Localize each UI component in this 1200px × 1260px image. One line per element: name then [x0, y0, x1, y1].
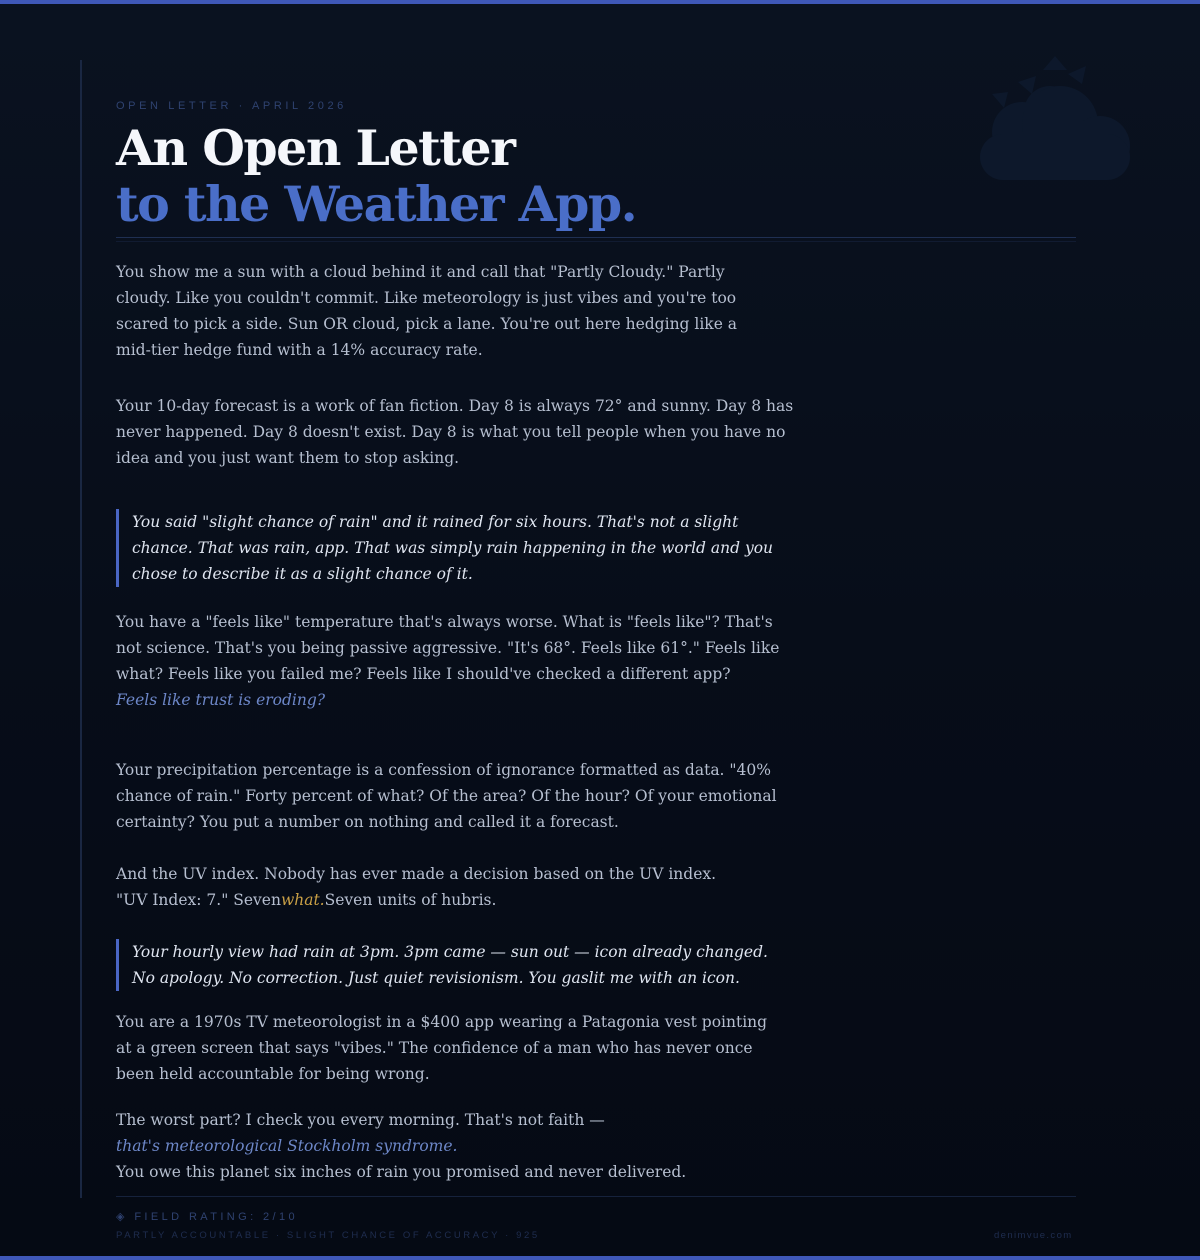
feels-like-body: You have a "feels like" temperature that's always worse. What is "feels like"? That's not science. That's you being passive aggressive. "It's 68°. Feels like 61°." Feels like what? Feels like you failed me? Feels like I should've checked a different app? [116, 613, 780, 683]
paragraph-worst-part [116, 1107, 806, 1185]
title-line-2: to the Weather App. [116, 175, 637, 233]
paragraph-partly-cloudy: You show me a sun with a cloud behind it and call that "Partly Cloudy." Partly cloudy. Like you couldn't commit. Like meteorology is just vibes and you're too scared to pick a side. Sun OR cloud, pick a lane. You're out here hedging like a mid-tier hedge fund with a 14% accuracy rate. [116, 263, 738, 359]
uv-line-1: And the UV index. Nobody has ever made a decision based on the UV index. [116, 865, 717, 883]
worst-part-accent: that's meteorological Stockholm syndrome. [116, 1137, 458, 1155]
bottom-accent-bar [0, 1256, 1200, 1260]
paragraph-feels-like [116, 609, 796, 713]
title-divider-shadow [116, 241, 1076, 242]
paragraph-tv-meteorologist: You are a 1970s TV meteorologist in a $400 app wearing a Patagonia vest pointing at a green screen that says "vibes." The confidence of a man who has never once been held accountable for being wrong. [116, 1013, 768, 1083]
site-credit: denimvue.com [994, 1230, 1073, 1241]
worst-part-line-3: You owe this planet six inches of rain you promised and never delivered. [116, 1163, 687, 1181]
left-margin-rule [80, 60, 82, 1198]
title-divider [116, 237, 1076, 238]
uv-line-2-pre: "UV Index: 7." Seven [116, 891, 281, 909]
field-rating: ◈ FIELD RATING: 2/10 [116, 1211, 299, 1223]
page-title [116, 120, 636, 232]
paragraph-ten-day-forecast: Your 10-day forecast is a work of fan fiction. Day 8 is always 72° and sunny. Day 8 has never happened. Day 8 doesn't exist. Day 8 is what you tell people when you have no idea and you just want them to stop asking. [116, 397, 794, 467]
uv-line-2-post: Seven units of hubris. [324, 891, 497, 909]
pull-quote-hourly-view: Your hourly view had rain at 3pm. 3pm came — sun out — icon already changed. No apology. No correction. Just quiet revisionism. You gaslit me with an icon. [116, 939, 772, 991]
paragraph-precipitation: Your precipitation percentage is a confession of ignorance formatted as data. "40% chance of rain." Forty percent of what? Of the area? Of the hour? Of your emotional certainty? You put a number on nothing and called it a forecast. [116, 761, 777, 831]
footer-tagline: PARTLY ACCOUNTABLE · SLIGHT CHANCE OF ACCURACY · 925 [116, 1230, 540, 1241]
top-accent-bar [0, 0, 1200, 4]
pull-quote-slight-chance: You said "slight chance of rain" and it rained for six hours. That's not a slight chance. That was rain, app. That was simply rain happening in the world and you chose to describe it as a slight chance of it. [116, 509, 792, 587]
footer-divider [116, 1196, 1076, 1197]
worst-part-line-1: The worst part? I check you every morning. That's not faith — [116, 1111, 605, 1129]
title-line-1: An Open Letter [116, 119, 515, 177]
paragraph-uv-index [116, 861, 806, 913]
sun-behind-cloud-icon [978, 52, 1138, 192]
kicker-dateline: OPEN LETTER · APRIL 2026 [116, 100, 347, 112]
feels-like-accent: Feels like trust is eroding? [116, 691, 326, 709]
uv-what-emphasis: what. [280, 891, 325, 909]
